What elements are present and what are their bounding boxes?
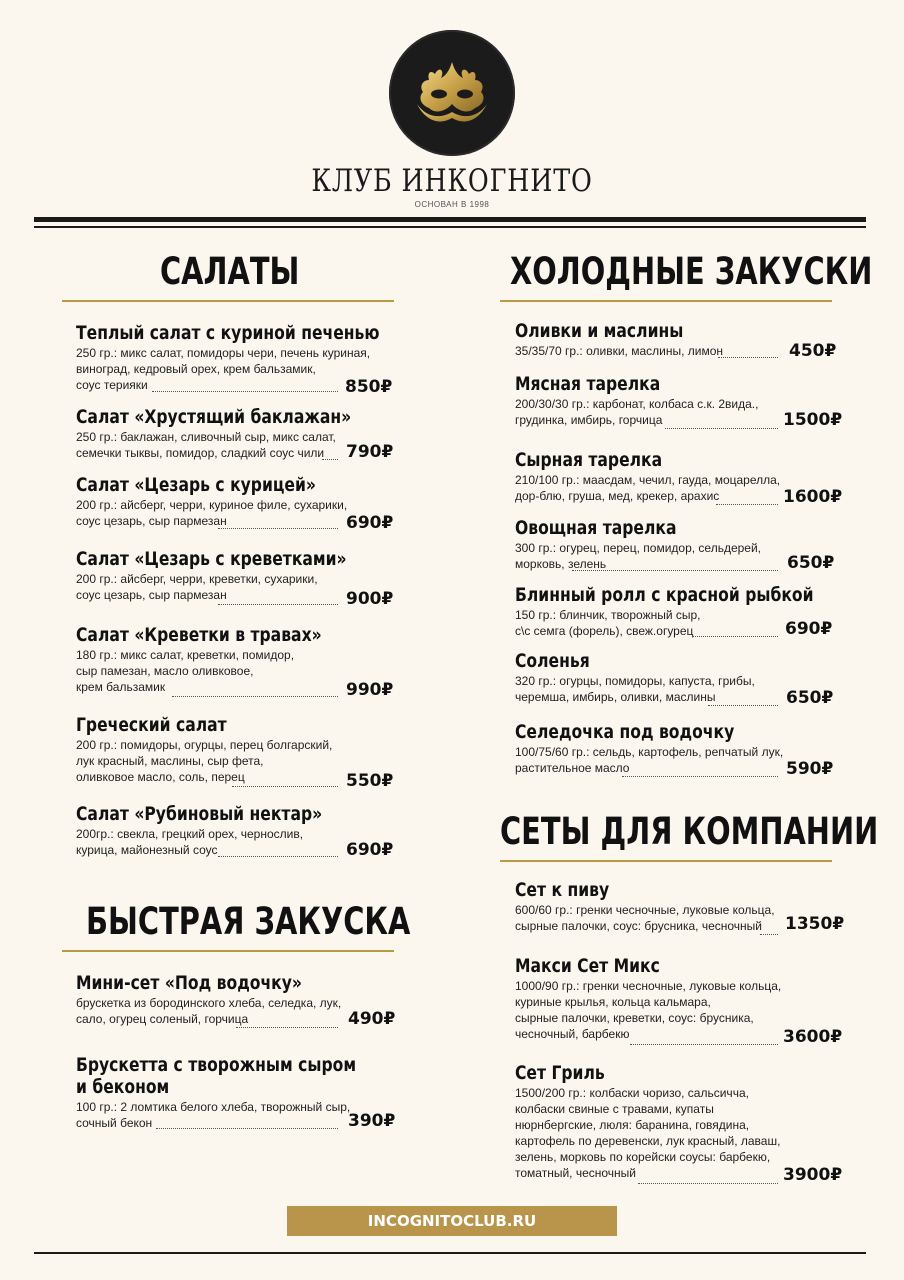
section-divider-cold-snacks — [500, 300, 832, 302]
section-title-quick-snack: БЫСТРАЯ ЗАКУСКА — [86, 900, 411, 943]
section-title-cold-snacks: ХОЛОДНЫЕ ЗАКУСКИ — [510, 250, 873, 293]
dot-leader — [218, 604, 338, 605]
dot-leader — [152, 391, 338, 392]
dot-leader — [236, 1027, 338, 1028]
dot-leader — [218, 528, 338, 529]
dot-leader — [172, 696, 338, 697]
menu-item — [76, 972, 352, 1027]
dot-leader — [572, 570, 778, 571]
dot-leader — [665, 428, 778, 429]
item-name: Салат «Хрустящий баклажан» — [76, 406, 352, 428]
item-name: Салат «Цезарь с курицей» — [76, 474, 316, 496]
item-price: 990₽ — [346, 680, 394, 700]
item-name: Салат «Креветки в травах» — [76, 624, 322, 646]
dot-leader — [708, 705, 778, 706]
menu-item — [515, 879, 775, 934]
item-name: Мясная тарелка — [515, 373, 661, 395]
item-name: Теплый салат с куриной печенью — [76, 322, 380, 344]
item-description: 250 гр.: микс салат, помидоры чери, печень куриная, виноград, кедровый орех, крем бальзамик, соус терияки — [76, 346, 371, 392]
item-description: 200 гр.: помидоры, огурцы, перец болгарский, лук красный, маслины, сыр фета, оливковое масло, соль, перец — [76, 738, 333, 784]
menu-item — [515, 721, 783, 776]
item-price: 550₽ — [346, 771, 394, 791]
logo — [389, 30, 515, 156]
item-name: Макси Сет Микс — [515, 955, 660, 977]
menu-item — [515, 1062, 780, 1181]
item-name: Сет к пиву — [515, 879, 610, 901]
dot-leader — [718, 357, 778, 358]
gold-mask-icon — [389, 30, 515, 156]
item-price: 690₽ — [346, 513, 394, 533]
item-name: Сырная тарелка — [515, 449, 663, 471]
item-description: 100/75/60 гр.: сельдь, картофель, репчатый лук, растительное масло — [515, 745, 784, 775]
item-description: 1000/90 гр.: гренки чесночные, луковые кольца, куриные крылья, кольца кальмара, сырные палочки, креветки, соус: брусника, чесночный, барбекю — [515, 979, 782, 1041]
item-price: 850₽ — [345, 377, 393, 397]
item-name: Греческий салат — [76, 714, 227, 736]
item-description: 210/100 гр.: маасдам, чечил, гауда, моцарелла, дор-блю, груша, мед, крекер, арахис — [515, 473, 781, 503]
item-price: 1600₽ — [783, 487, 843, 507]
section-divider-party-sets — [500, 860, 832, 862]
item-description: брускетка из бородинского хлеба, селедка, лук, сало, огурец соленый, горчица — [76, 996, 342, 1026]
menu-item — [515, 517, 761, 572]
item-name: Селедочка под водочку — [515, 721, 735, 743]
footer-divider — [34, 1252, 866, 1254]
section-divider-quick-snack — [62, 950, 394, 952]
item-name: Оливки и маслины — [515, 320, 684, 342]
menu-item — [515, 449, 780, 504]
menu-item — [515, 373, 758, 428]
item-description: 180 гр.: микс салат, креветки, помидор, сыр памезан, масло оливковое, крем бальзамик — [76, 648, 295, 694]
dot-leader — [322, 459, 338, 460]
item-name: Мини-сет «Под водочку» — [76, 972, 302, 994]
item-description: 200гр.: свекла, грецкий орех, чернослив, курица, майонезный соус — [76, 827, 304, 857]
item-price: 590₽ — [786, 759, 834, 779]
dot-leader — [622, 776, 778, 777]
menu-item — [76, 624, 376, 695]
dot-leader — [630, 1044, 778, 1045]
section-divider-salads — [62, 300, 394, 302]
item-price: 690₽ — [785, 619, 833, 639]
item-description: 100 гр.: 2 ломтика белого хлеба, творожный сыр, сочный бекон — [76, 1100, 351, 1130]
menu-item — [515, 650, 755, 705]
item-name: Овощная тарелка — [515, 517, 677, 539]
item-price: 900₽ — [346, 589, 394, 609]
item-description: 200 гр.: айсберг, черри, креветки, сухарики, соус цезарь, сыр пармезан — [76, 572, 318, 602]
header-divider-thin — [34, 226, 866, 228]
item-description: 200 гр.: айсберг, черри, куриное филе, сухарики, соус цезарь, сыр пармезан — [76, 498, 348, 528]
header-divider-thick — [34, 217, 866, 222]
item-price: 690₽ — [346, 840, 394, 860]
item-name: Соленья — [515, 650, 590, 672]
dot-leader — [156, 1128, 338, 1129]
dot-leader — [692, 636, 778, 637]
menu-item — [76, 474, 369, 529]
item-description: 600/60 гр.: гренки чесночные, луковые кольца, сырные палочки, соус: брусника, чесночный — [515, 903, 775, 933]
dot-leader — [716, 504, 778, 505]
dot-leader — [232, 786, 338, 787]
item-price: 3600₽ — [783, 1027, 843, 1047]
item-description: 250 гр.: баклажан, сливочный сыр, микс салат, семечки тыквы, помидор, сладкий соус чили — [76, 430, 336, 460]
item-price: 650₽ — [786, 688, 834, 708]
menu-item — [76, 803, 376, 858]
brand-name: КЛУБ ИНКОГНИТО — [311, 163, 593, 199]
item-name: Брускетта с творожным сыром и беконом — [76, 1054, 357, 1098]
menu-item — [76, 714, 332, 785]
item-price: 3900₽ — [783, 1165, 843, 1185]
item-name: Салат «Цезарь с креветками» — [76, 548, 347, 570]
item-price: 390₽ — [348, 1111, 396, 1131]
item-name: Блинный ролл с красной рыбкой — [515, 584, 814, 606]
item-description: 150 гр.: блинчик, творожный сыр, с\с семга (форель), свеж.огурец — [515, 608, 701, 638]
item-price: 450₽ — [789, 341, 837, 361]
item-description: 300 гр.: огурец, перец, помидор, сельдерей, морковь, зелень — [515, 541, 762, 571]
dot-leader — [638, 1183, 778, 1184]
website-link[interactable]: INCOGNITOCLUB.RU — [287, 1206, 617, 1236]
section-title-party-sets: СЕТЫ ДЛЯ КОМПАНИИ — [500, 810, 879, 853]
item-description: 1500/200 гр.: колбаски чоризо, сальсичча, колбаски свиные с травами, купаты нюрнбергские, люля: баранина, говядина, картофель по деревенски, лук красный, лаваш, зелень, морковь по корейски соусы: барбекю, томатный, чесночный — [515, 1086, 781, 1180]
section-title-salads: САЛАТЫ — [160, 250, 300, 293]
item-name: Сет Гриль — [515, 1062, 605, 1084]
item-description: 35/35/70 гр.: оливки, маслины, лимон — [515, 344, 724, 358]
item-price: 1350₽ — [785, 914, 845, 934]
item-name: Салат «Рубиновый нектар» — [76, 803, 323, 825]
item-description: 320 гр.: огурцы, помидоры, капуста, грибы, черемша, имбирь, оливки, маслины — [515, 674, 755, 704]
dot-leader — [218, 856, 338, 857]
brand-subtitle: ОСНОВАН В 1998 — [414, 200, 490, 209]
dot-leader — [760, 934, 778, 935]
item-price: 490₽ — [348, 1009, 396, 1029]
item-price: 790₽ — [346, 442, 394, 462]
menu-item — [515, 955, 781, 1042]
item-price: 650₽ — [787, 553, 835, 573]
menu-item — [515, 320, 723, 359]
item-description: 200/30/30 гр.: карбонат, колбаса с.к. 2вида., грудинка, имбирь, горчица — [515, 397, 759, 427]
item-price: 1500₽ — [783, 410, 843, 430]
